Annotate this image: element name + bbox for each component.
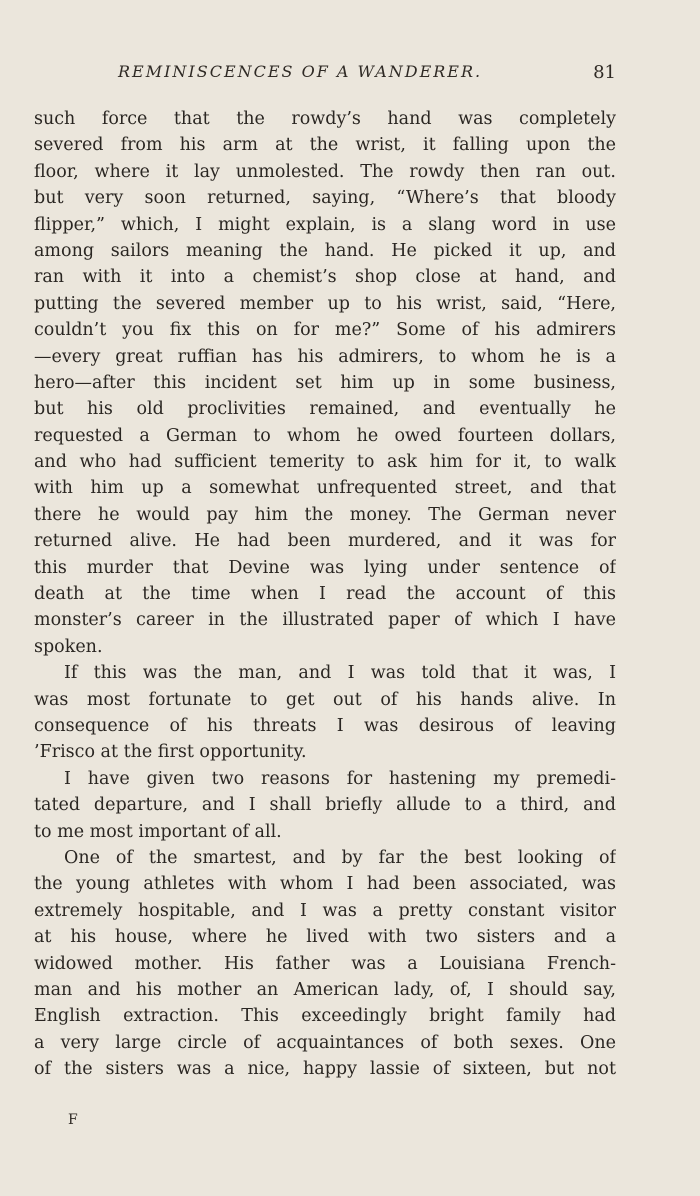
- text-line: I have given two reasons for hastening my premedi-: [64, 768, 616, 789]
- text-line: to me most important of all.: [34, 821, 282, 842]
- text-line: putting the severed member up to his wrist, said, “Here,: [34, 293, 616, 314]
- signature-mark: F: [68, 1112, 78, 1128]
- text-line: and who had sufficient temerity to ask him for it, to walk: [34, 452, 616, 473]
- text-line: with him up a somewhat unfrequented street, and that: [34, 478, 616, 499]
- text-line: extremely hospitable, and I was a pretty constant visitor: [34, 900, 616, 921]
- text-line: this murder that Devine was lying under sentence of: [34, 557, 616, 578]
- text-line: was most fortunate to get out of his hands alive. In: [34, 689, 616, 710]
- text-line: among sailors meaning the hand. He picked it up, and: [34, 240, 616, 261]
- text-line: such force that the rowdy’s hand was completely: [34, 109, 616, 129]
- text-line: flipper,” which, I might explain, is a slang word in use: [34, 214, 616, 235]
- running-head: [34, 62, 616, 90]
- text-line: of the sisters was a nice, happy lassie of sixteen, but not: [34, 1059, 616, 1080]
- text-line: but very soon returned, saying, “Where’s that bloody: [34, 188, 616, 209]
- text-line: a very large circle of acquaintances of both sexes. One: [34, 1032, 616, 1053]
- text-line: spoken.: [34, 636, 103, 657]
- text-line: but his old proclivities remained, and eventually he: [34, 399, 616, 420]
- text-line: death at the time when I read the account of this: [34, 584, 616, 605]
- text-line: One of the smartest, and by far the best looking of: [64, 847, 616, 868]
- page-number: 81: [593, 62, 616, 83]
- text-line: severed from his arm at the wrist, it falling upon the: [34, 135, 616, 156]
- text-line: man and his mother an American lady, of, I should say,: [34, 979, 616, 1000]
- text-line: English extraction. This exceedingly bright family had: [34, 1006, 616, 1027]
- running-title: REMINISCENCES OF A WANDERER.: [118, 62, 483, 81]
- text-line: requested a German to whom he owed fourteen dollars,: [34, 425, 616, 446]
- text-line: there he would pay him the money. The German never: [34, 504, 616, 525]
- body-text: [34, 106, 616, 1082]
- text-line: the young athletes with whom I had been associated, was: [34, 874, 616, 895]
- text-line: ran with it into a chemist’s shop close at hand, and: [34, 267, 616, 288]
- text-line: returned alive. He had been murdered, and it was for: [34, 531, 616, 552]
- text-line: If this was the man, and I was told that it was, I: [64, 663, 616, 684]
- text-line: —every great ruffian has his admirers, to whom he is a: [34, 346, 616, 367]
- text-line: hero—after this incident set him up in some business,: [34, 372, 616, 393]
- text-line: monster’s career in the illustrated paper of which I have: [34, 610, 616, 631]
- text-line: floor, where it lay unmolested. The rowdy then ran out.: [34, 161, 616, 182]
- text-line: consequence of his threats I was desirous of leaving: [34, 715, 616, 736]
- text-line: widowed mother. His father was a Louisiana French-: [34, 953, 616, 974]
- text-line: couldn’t you fix this on for me?” Some of his admirers: [34, 320, 616, 341]
- text-line: at his house, where he lived with two sisters and a: [34, 927, 616, 948]
- text-line: ’Frisco at the first opportunity.: [34, 742, 307, 763]
- text-line: tated departure, and I shall briefly allude to a third, and: [34, 795, 616, 816]
